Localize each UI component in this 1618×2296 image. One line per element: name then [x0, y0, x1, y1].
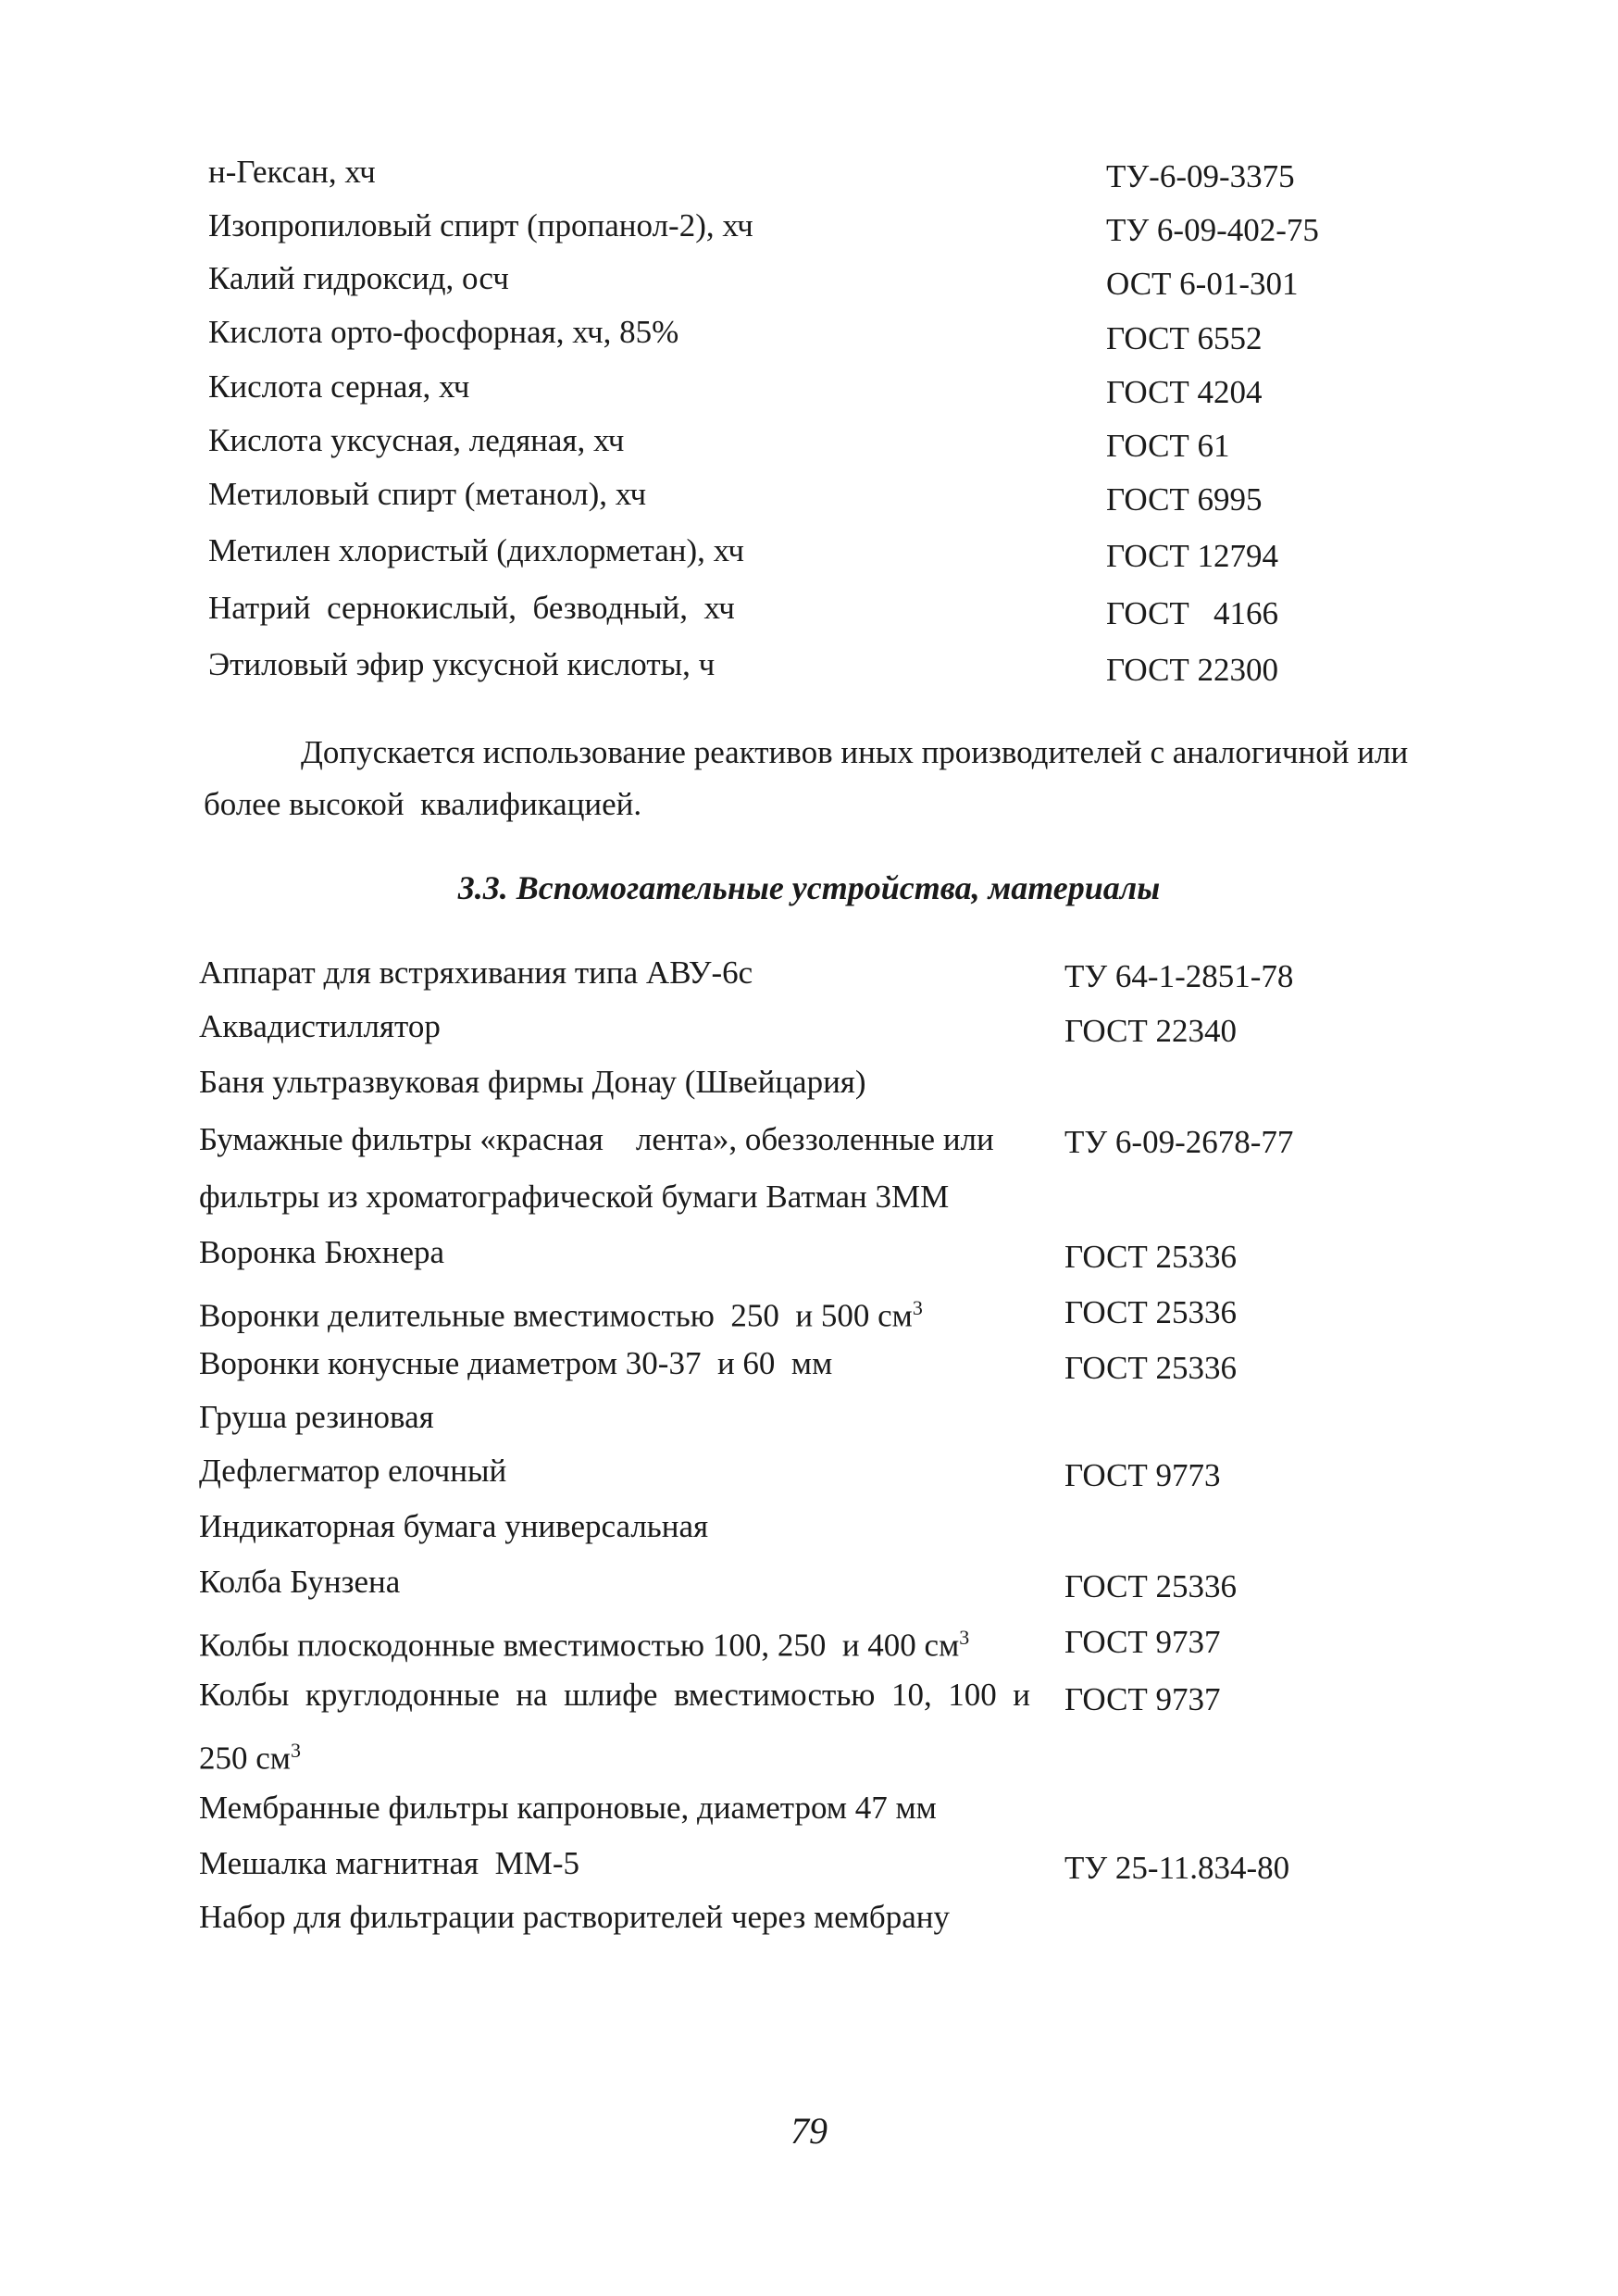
reagent-name: н-Гексан, хч [208, 154, 376, 190]
superscript: 3 [912, 1296, 923, 1319]
section-heading: 3.3. Вспомогательные устройства, материалы [457, 869, 1161, 906]
equipment-name: Набор для фильтрации растворителей через мембрану [199, 1899, 950, 1935]
equipment-name: Мешалка магнитная ММ-5 [199, 1845, 580, 1881]
reagent-code: ТУ 6-09-402-75 [1106, 212, 1319, 248]
reagent-code: ГОСТ 6552 [1106, 320, 1263, 356]
equipment-code: ГОСТ 25336 [1064, 1568, 1238, 1604]
reagent-code: ОСТ 6-01-301 [1106, 266, 1299, 302]
equipment-name: Дефлегматор елочный [199, 1453, 507, 1489]
reagent-name: Кислота уксусная, ледяная, хч [208, 422, 625, 458]
equipment-code: ГОСТ 9737 [1064, 1681, 1221, 1717]
equipment-code: ГОСТ 25336 [1064, 1294, 1238, 1330]
superscript: 3 [290, 1739, 301, 1762]
equipment-code: ГОСТ 25336 [1064, 1350, 1238, 1386]
reagent-name: Метиловый спирт (метанол), хч [208, 476, 647, 512]
equipment-name: Воронка Бюхнера [199, 1234, 445, 1270]
reagent-name: Кислота орто-фосфорная, хч, 85% [208, 314, 679, 350]
reagent-code: ГОСТ 6995 [1106, 481, 1263, 518]
reagent-code: ГОСТ 4204 [1106, 374, 1263, 410]
reagent-name: Натрий сернокислый, безводный, хч [208, 590, 735, 626]
equipment-name [199, 1289, 923, 1336]
equipment-name-text: 250 см [199, 1740, 291, 1777]
equipment-name: Баня ультразвуковая фирмы Донау (Швейцария) [199, 1064, 866, 1100]
reagent-code: ГОСТ 4166 [1106, 595, 1279, 631]
reagent-code: ГОСТ 12794 [1106, 538, 1279, 574]
reagent-code: ТУ-6-09-3375 [1106, 158, 1295, 194]
reagent-name: Кислота серная, хч [208, 368, 470, 405]
equipment-code: ТУ 6-09-2678-77 [1064, 1124, 1294, 1160]
equipment-name: Мембранные фильтры капроновые, диаметром 47 мм [199, 1790, 937, 1826]
reagent-code: ГОСТ 61 [1106, 428, 1230, 464]
reagent-name: Этиловый эфир уксусной кислоты, ч [208, 646, 716, 682]
equipment-name-text: Колбы плоскодонные вместимостью 100, 250 и 400 см [199, 1627, 960, 1664]
equipment-name: Бумажные фильтры «красная лента», обеззоленные или [199, 1121, 994, 1157]
equipment-name: Колба Бунзена [199, 1564, 401, 1600]
equipment-code: ГОСТ 22340 [1064, 1013, 1238, 1049]
equipment-name [199, 1731, 301, 1778]
equipment-name: Аквадистиллятор [199, 1008, 441, 1044]
equipment-name: Индикаторная бумага универсальная [199, 1508, 709, 1544]
equipment-name: Воронки конусные диаметром 30-37 и 60 мм [199, 1345, 833, 1381]
note-line: Допускается использование реактивов иных производителей с аналогичной или [301, 734, 1409, 770]
equipment-name: Аппарат для встряхивания типа АВУ-6с [199, 955, 753, 991]
equipment-name-text: Воронки делительные вместимостью 250 и 500 см [199, 1297, 913, 1334]
reagent-name: Калий гидроксид, осч [208, 260, 509, 296]
equipment-name: фильтры из хроматографической бумаги Ватман 3ММ [199, 1179, 950, 1215]
page-number: 79 [790, 2110, 828, 2152]
equipment-name: Колбы круглодонные на шлифе вместимостью 10, 100 и [199, 1677, 1030, 1713]
superscript: 3 [959, 1626, 970, 1649]
reagent-name: Изопропиловый спирт (пропанол-2), хч [208, 207, 753, 243]
equipment-code: ГОСТ 9773 [1064, 1457, 1221, 1493]
equipment-code: ГОСТ 9737 [1064, 1624, 1221, 1660]
equipment-name [199, 1618, 969, 1666]
reagent-code: ГОСТ 22300 [1106, 652, 1279, 688]
equipment-code: ТУ 64-1-2851-78 [1064, 958, 1294, 994]
note-line: более высокой квалификацией. [204, 786, 642, 822]
equipment-name: Груша резиновая [199, 1399, 434, 1435]
reagent-name: Метилен хлористый (дихлорметан), хч [208, 532, 745, 568]
equipment-code: ТУ 25-11.834-80 [1064, 1850, 1290, 1886]
equipment-code: ГОСТ 25336 [1064, 1239, 1238, 1275]
